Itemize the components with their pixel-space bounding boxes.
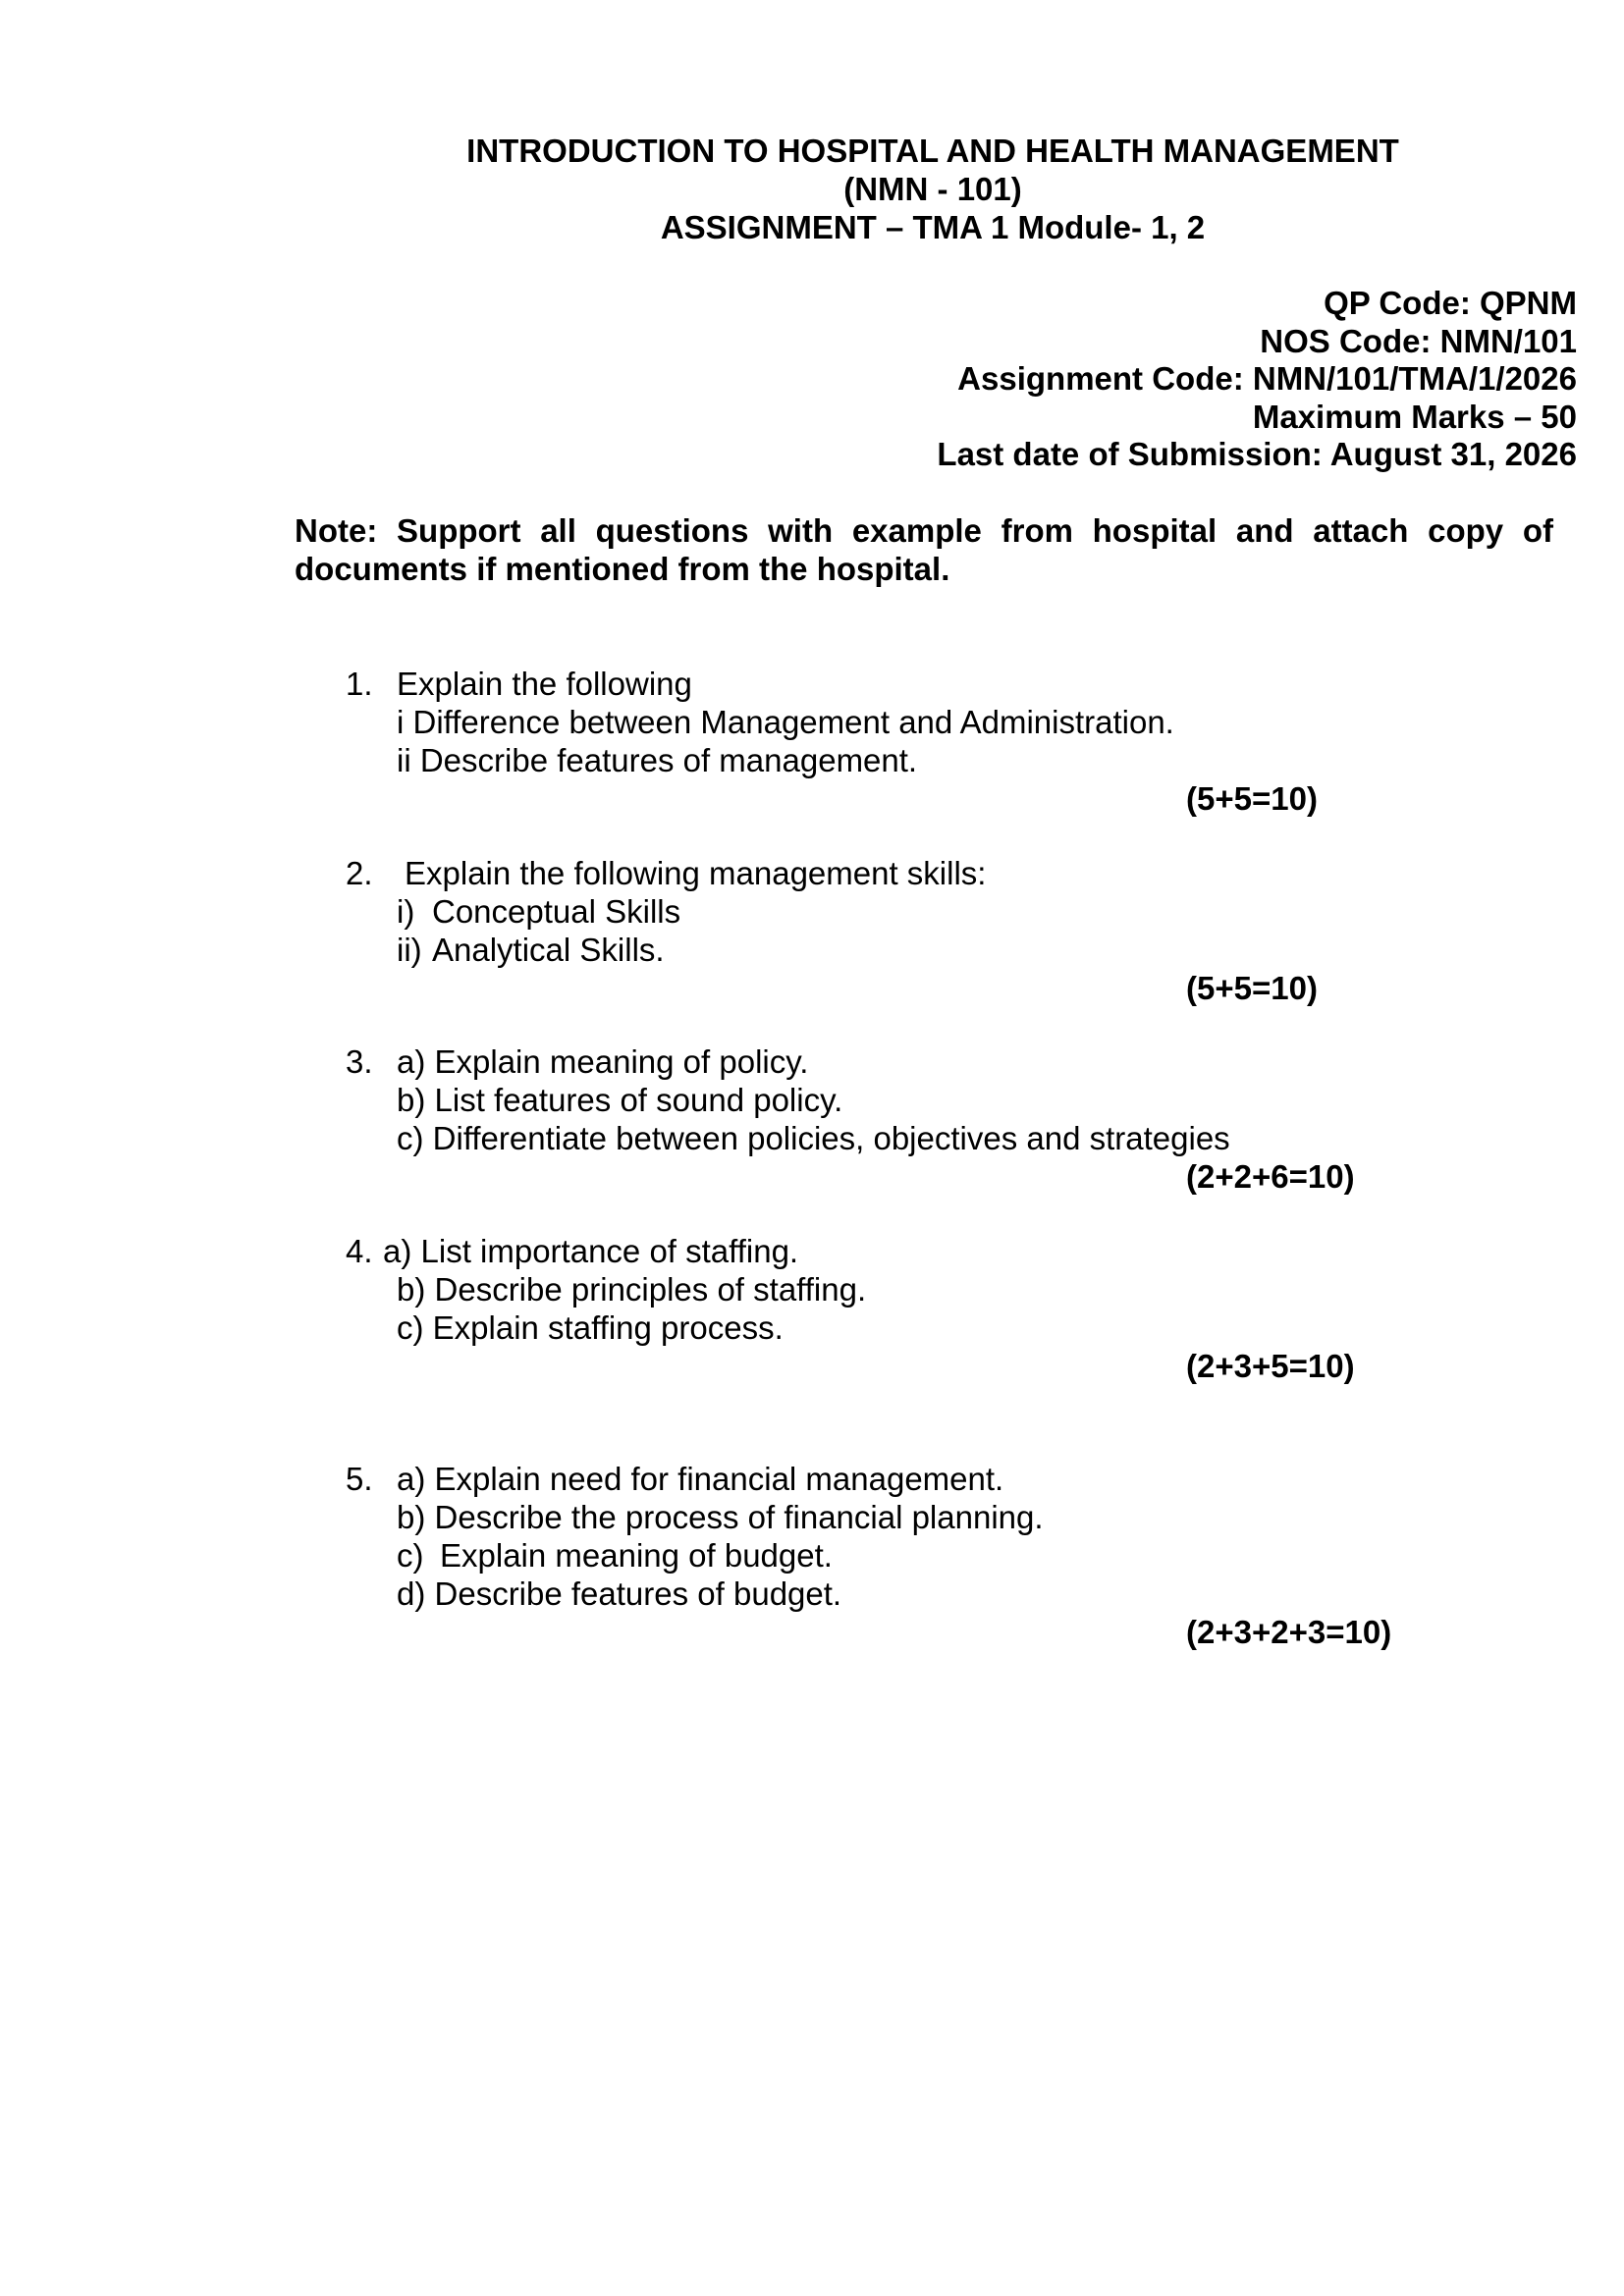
- question-line: d) Describe features of budget.: [397, 1575, 842, 1612]
- question-number: 4.: [346, 1233, 373, 1269]
- maximum-marks: Maximum Marks – 50: [1252, 398, 1577, 435]
- document-header: [295, 132, 1571, 246]
- assignment-title: ASSIGNMENT – TMA 1 Module- 1, 2: [660, 209, 1206, 245]
- document-title: INTRODUCTION TO HOSPITAL AND HEALTH MANAGEMENT: [466, 133, 1399, 169]
- question-marks: (2+3+5=10): [1186, 1348, 1355, 1384]
- sub-item-marker: i): [397, 893, 415, 930]
- question-line: Explain meaning of budget.: [440, 1537, 833, 1574]
- question-line: a) Explain need for financial management.: [397, 1461, 1004, 1497]
- question-number: 5.: [346, 1461, 373, 1497]
- question-line: a) List importance of staffing.: [383, 1233, 799, 1269]
- question-line: c) Differentiate between policies, objectives and strategies: [397, 1120, 1230, 1156]
- question-line: b) List features of sound policy.: [397, 1082, 843, 1118]
- question-line: Conceptual Skills: [432, 893, 681, 930]
- submission-date: Last date of Submission: August 31, 2026: [937, 436, 1577, 472]
- qp-code: QP Code: QPNM: [1324, 285, 1577, 321]
- question-number: 3.: [346, 1043, 373, 1080]
- question-marks: (2+2+6=10): [1186, 1158, 1355, 1195]
- sub-item-marker: c): [397, 1537, 424, 1574]
- question-line: Explain the following management skills:: [405, 855, 987, 891]
- assignment-code: Assignment Code: NMN/101/TMA/1/2026: [957, 360, 1577, 397]
- question-marks: (5+5=10): [1186, 970, 1318, 1006]
- question-line: ii Describe features of management.: [397, 742, 918, 778]
- question-line: b) Describe the process of financial planning.: [397, 1499, 1044, 1535]
- course-code: (NMN - 101): [843, 171, 1022, 207]
- question-line: b) Describe principles of staffing.: [397, 1271, 867, 1308]
- question-number: 2.: [346, 855, 373, 891]
- assignment-codes: [937, 285, 1577, 474]
- instruction-note: Note: Support all questions with example from hospital and attach copy of documents if mentioned from the hospital.: [295, 512, 1553, 587]
- question-marks: (5+5=10): [1186, 780, 1318, 817]
- question-line: Explain the following: [397, 666, 692, 702]
- question-marks: (2+3+2+3=10): [1186, 1614, 1392, 1650]
- question-line: i Difference between Management and Administration.: [397, 704, 1174, 740]
- question-line: Analytical Skills.: [432, 932, 665, 968]
- question-line: a) Explain meaning of policy.: [397, 1043, 809, 1080]
- sub-item-marker: ii): [397, 932, 422, 968]
- question-line: c) Explain staffing process.: [397, 1309, 784, 1346]
- nos-code: NOS Code: NMN/101: [1260, 322, 1577, 359]
- question-number: 1.: [346, 666, 373, 702]
